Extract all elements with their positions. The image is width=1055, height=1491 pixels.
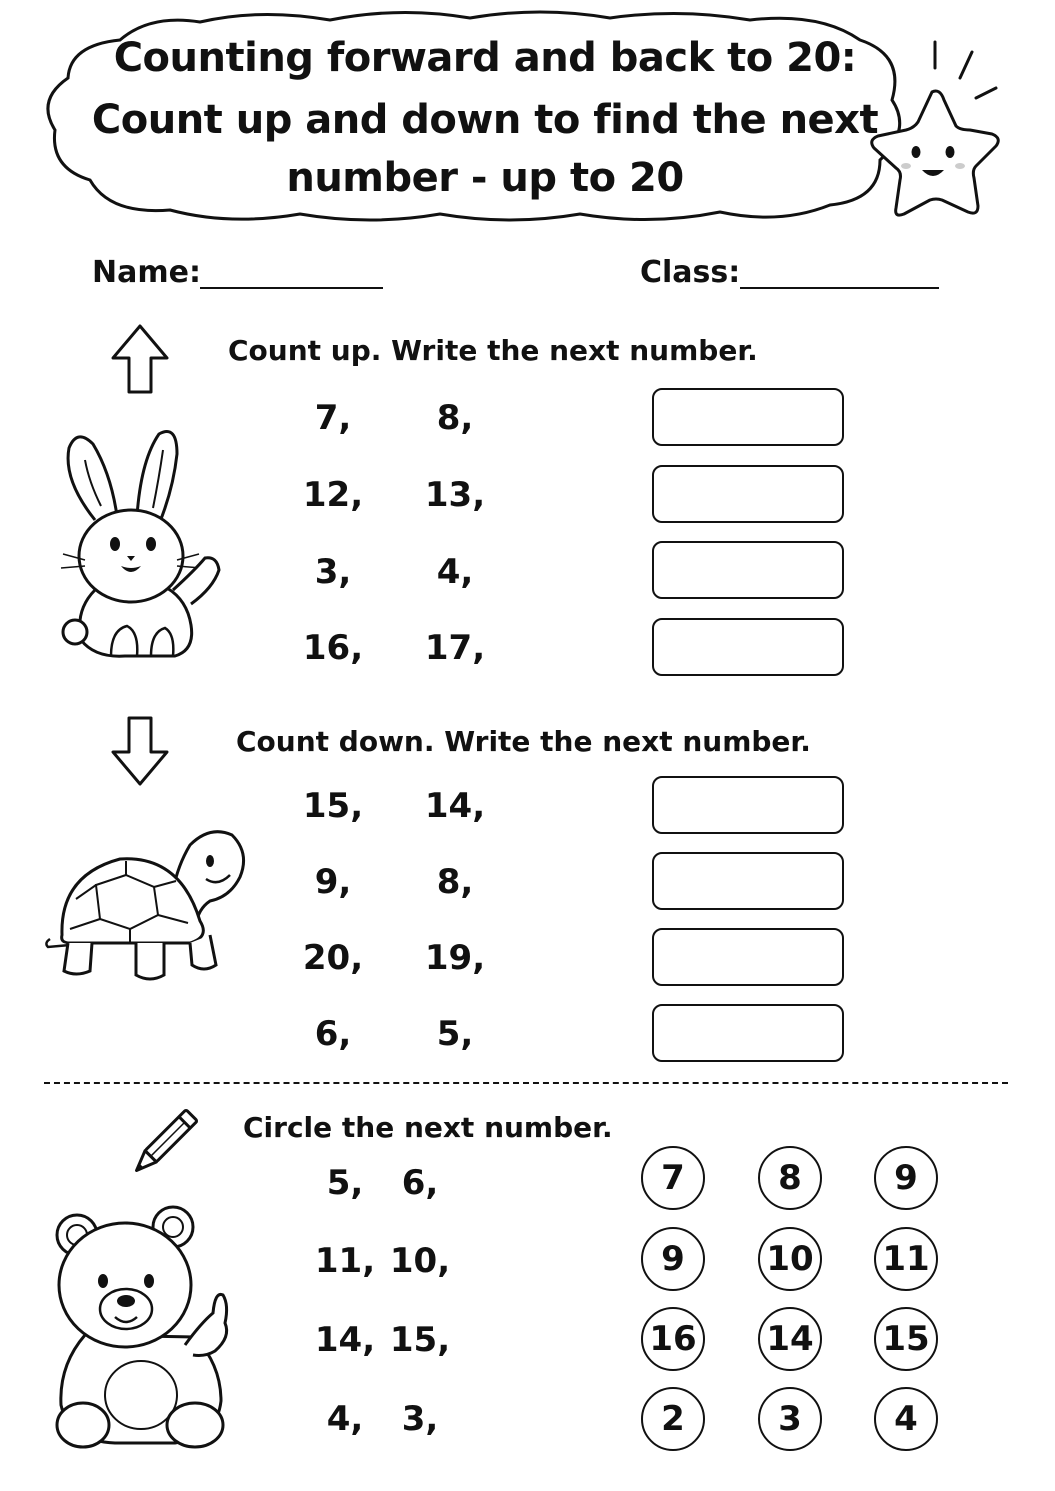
name-label: Name: [92,255,201,290]
answer-box-up-3[interactable] [652,541,844,599]
up-row-1-a: 7, [314,398,352,438]
circle-row-3-b: 15, [389,1320,451,1360]
down-arrow-icon [105,712,175,792]
star-icon [860,30,1010,230]
down-row-1-b: 14, [424,786,486,826]
option-row-4-1[interactable]: 2 [641,1387,705,1451]
up-row-3-a: 3, [314,552,352,592]
up-row-4-b: 17, [424,628,486,668]
answer-box-down-1[interactable] [652,776,844,834]
circle-row-4-a: 4, [326,1399,364,1439]
circle-row-1-b: 6, [401,1163,439,1203]
circle-row-2-b: 10, [389,1241,451,1281]
option-row-1-2[interactable]: 8 [758,1146,822,1210]
title-line-2: Count up and down to find the next [91,97,879,143]
option-row-2-2[interactable]: 10 [758,1227,822,1291]
down-row-3-a: 20, [302,938,364,978]
answer-box-up-4[interactable] [652,618,844,676]
option-row-4-2[interactable]: 3 [758,1387,822,1451]
up-row-1-b: 8, [436,398,474,438]
up-arrow-icon [105,320,175,400]
option-row-3-2[interactable]: 14 [758,1307,822,1371]
instruction-circle: Circle the next number. [243,1111,613,1144]
option-row-3-1[interactable]: 16 [641,1307,705,1371]
answer-box-down-3[interactable] [652,928,844,986]
name-field[interactable] [200,287,383,289]
option-row-1-3[interactable]: 9 [874,1146,938,1210]
bunny-icon [55,420,235,670]
option-row-4-3[interactable]: 4 [874,1387,938,1451]
option-row-3-3[interactable]: 15 [874,1307,938,1371]
up-row-4-a: 16, [302,628,364,668]
turtle-icon [40,825,250,995]
down-row-4-a: 6, [314,1014,352,1054]
instruction-count-up: Count up. Write the next number. [228,334,758,367]
title-line-3: number - up to 20 [286,155,684,201]
answer-box-up-1[interactable] [652,388,844,446]
option-row-2-1[interactable]: 9 [641,1227,705,1291]
title-line-1: Counting forward and back to 20: [113,35,857,81]
answer-box-up-2[interactable] [652,465,844,523]
answer-box-down-4[interactable] [652,1004,844,1062]
up-row-3-b: 4, [436,552,474,592]
down-row-4-b: 5, [436,1014,474,1054]
section-divider [44,1082,1008,1084]
option-row-1-1[interactable]: 7 [641,1146,705,1210]
circle-row-3-a: 14, [314,1320,376,1360]
down-row-2-a: 9, [314,862,352,902]
circle-row-1-a: 5, [326,1163,364,1203]
class-field[interactable] [740,287,939,289]
down-row-2-b: 8, [436,862,474,902]
instruction-count-down: Count down. Write the next number. [236,725,811,758]
circle-row-4-b: 3, [401,1399,439,1439]
down-row-1-a: 15, [302,786,364,826]
option-row-2-3[interactable]: 11 [874,1227,938,1291]
up-row-2-b: 13, [424,475,486,515]
class-label: Class: [640,255,741,290]
bear-icon [45,1205,245,1455]
pencil-icon [122,1105,202,1185]
down-row-3-b: 19, [424,938,486,978]
up-row-2-a: 12, [302,475,364,515]
circle-row-2-a: 11, [314,1241,376,1281]
answer-box-down-2[interactable] [652,852,844,910]
